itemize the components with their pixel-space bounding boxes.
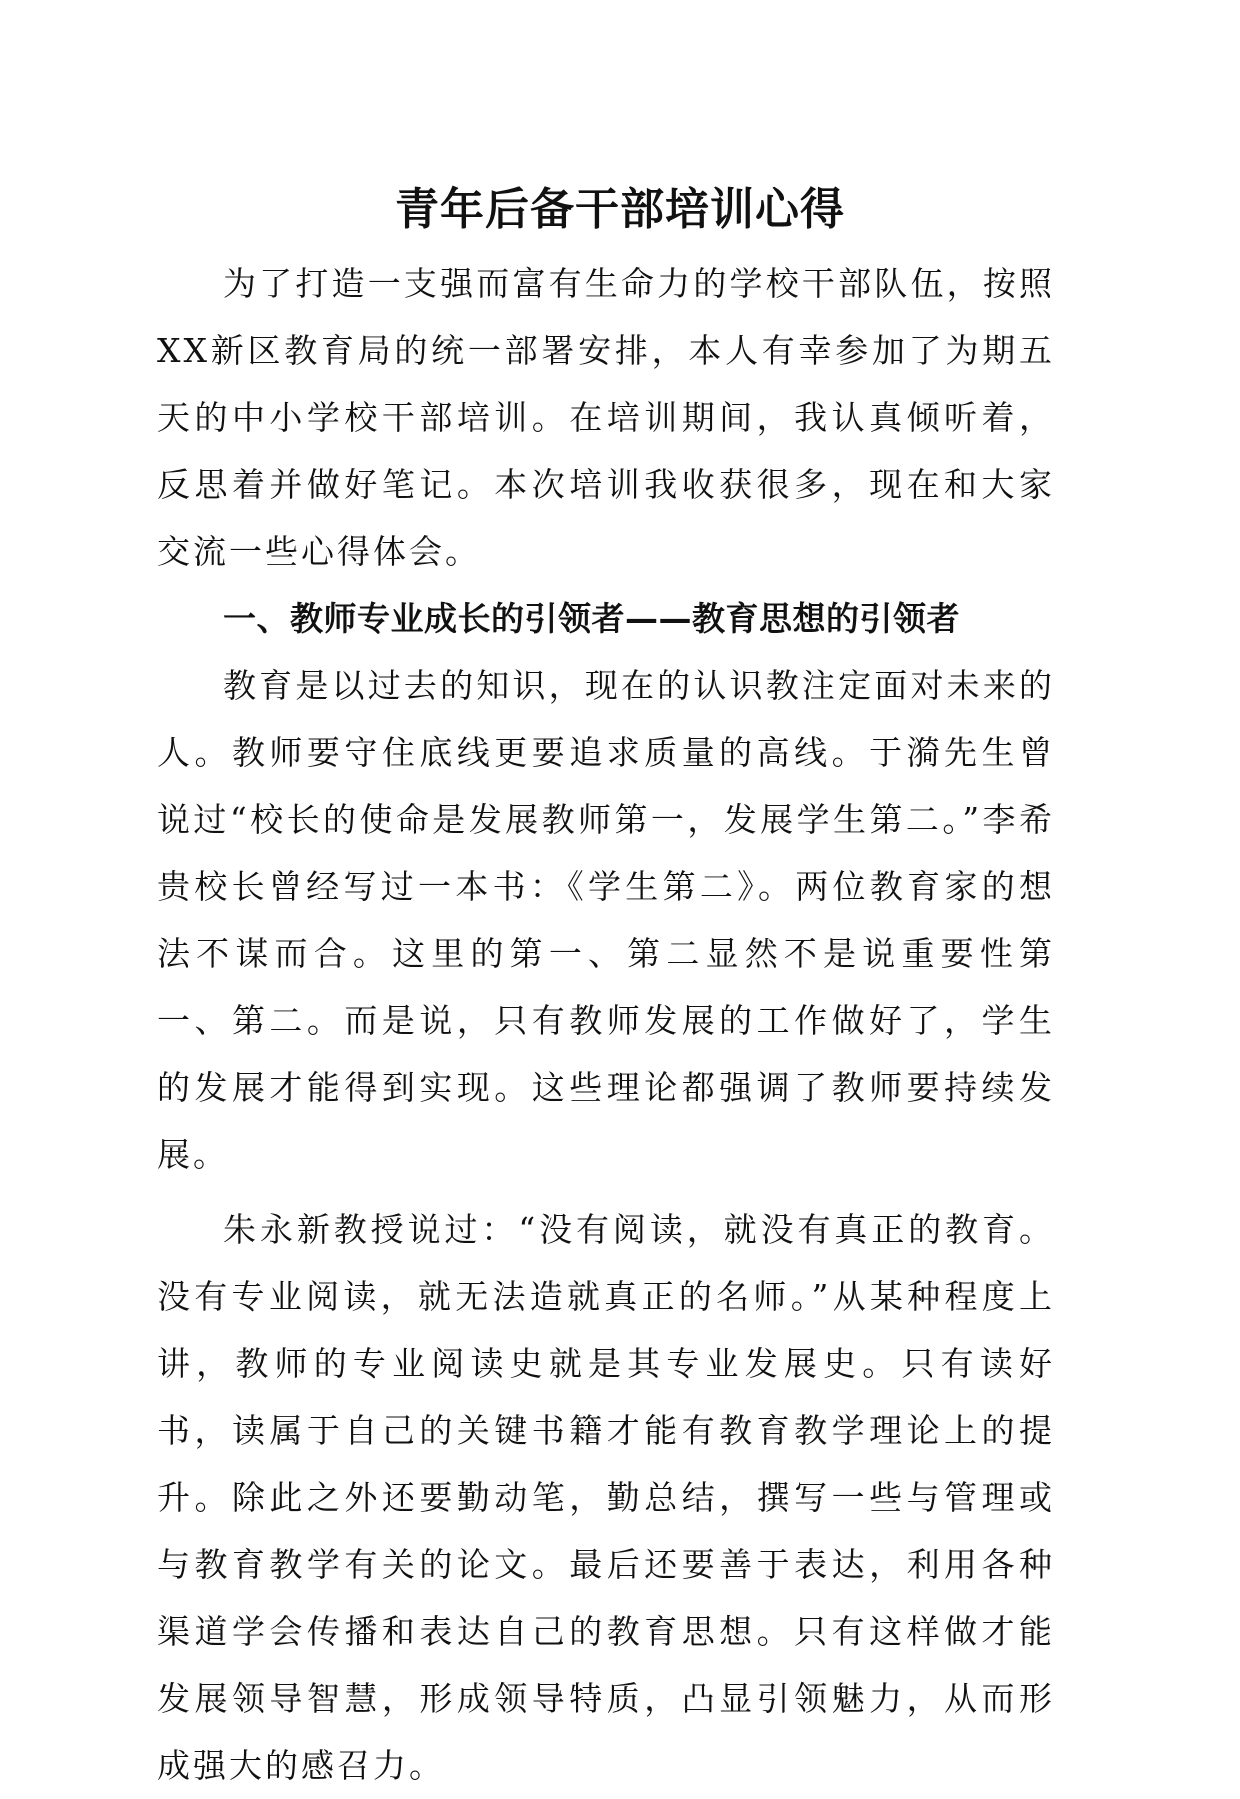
document-title: 青年后备干部培训心得 (395, 184, 845, 235)
document-body (157, 250, 1055, 1799)
section-heading: 一、教师专业成长的引领者——教育思想的引领者 (223, 599, 960, 638)
body-paragraph: 教育是以过去的知识，现在的认识教注定面对未来的人。教师要守住底线更要追求质量的高线。于漪先生曾说过“校长的使命是发展教师第一，发展学生第二。”李希贵校长曾经写过一本书：《学生第二》。两位教育家的想法不谋而合。这里的第一、第二显然不是说重要性第一、第二。而是说，只有教师发展的工作做好了，学生的发展才能得到实现。这些理论都强调了教师要持续发展。 (157, 666, 1055, 1174)
body-paragraph: 朱永新教授说过：“没有阅读，就没有真正的教育。没有专业阅读，就无法造就真正的名师。”从某种程度上讲，教师的专业阅读史就是其专业发展史。只有读好书，读属于自己的关键书籍才能有教育教学理论上的提升。除此之外还要勤动笔，勤总结，撰写一些与管理或与教育教学有关的论文。最后还要善于表达，利用各种渠道学会传播和表达自己的教育思想。只有这样做才能发展领导智慧，形成领导特质，凸显引领魅力，从而形成强大的感召力。 (157, 1210, 1055, 1785)
intro-paragraph: 为了打造一支强而富有生命力的学校干部队伍，按照XX新区教育局的统一部署安排，本人有幸参加了为期五天的中小学校干部培训。在培训期间，我认真倾听着，反思着并做好笔记。本次培训我收获很多，现在和大家交流一些心得体会。 (157, 264, 1055, 571)
